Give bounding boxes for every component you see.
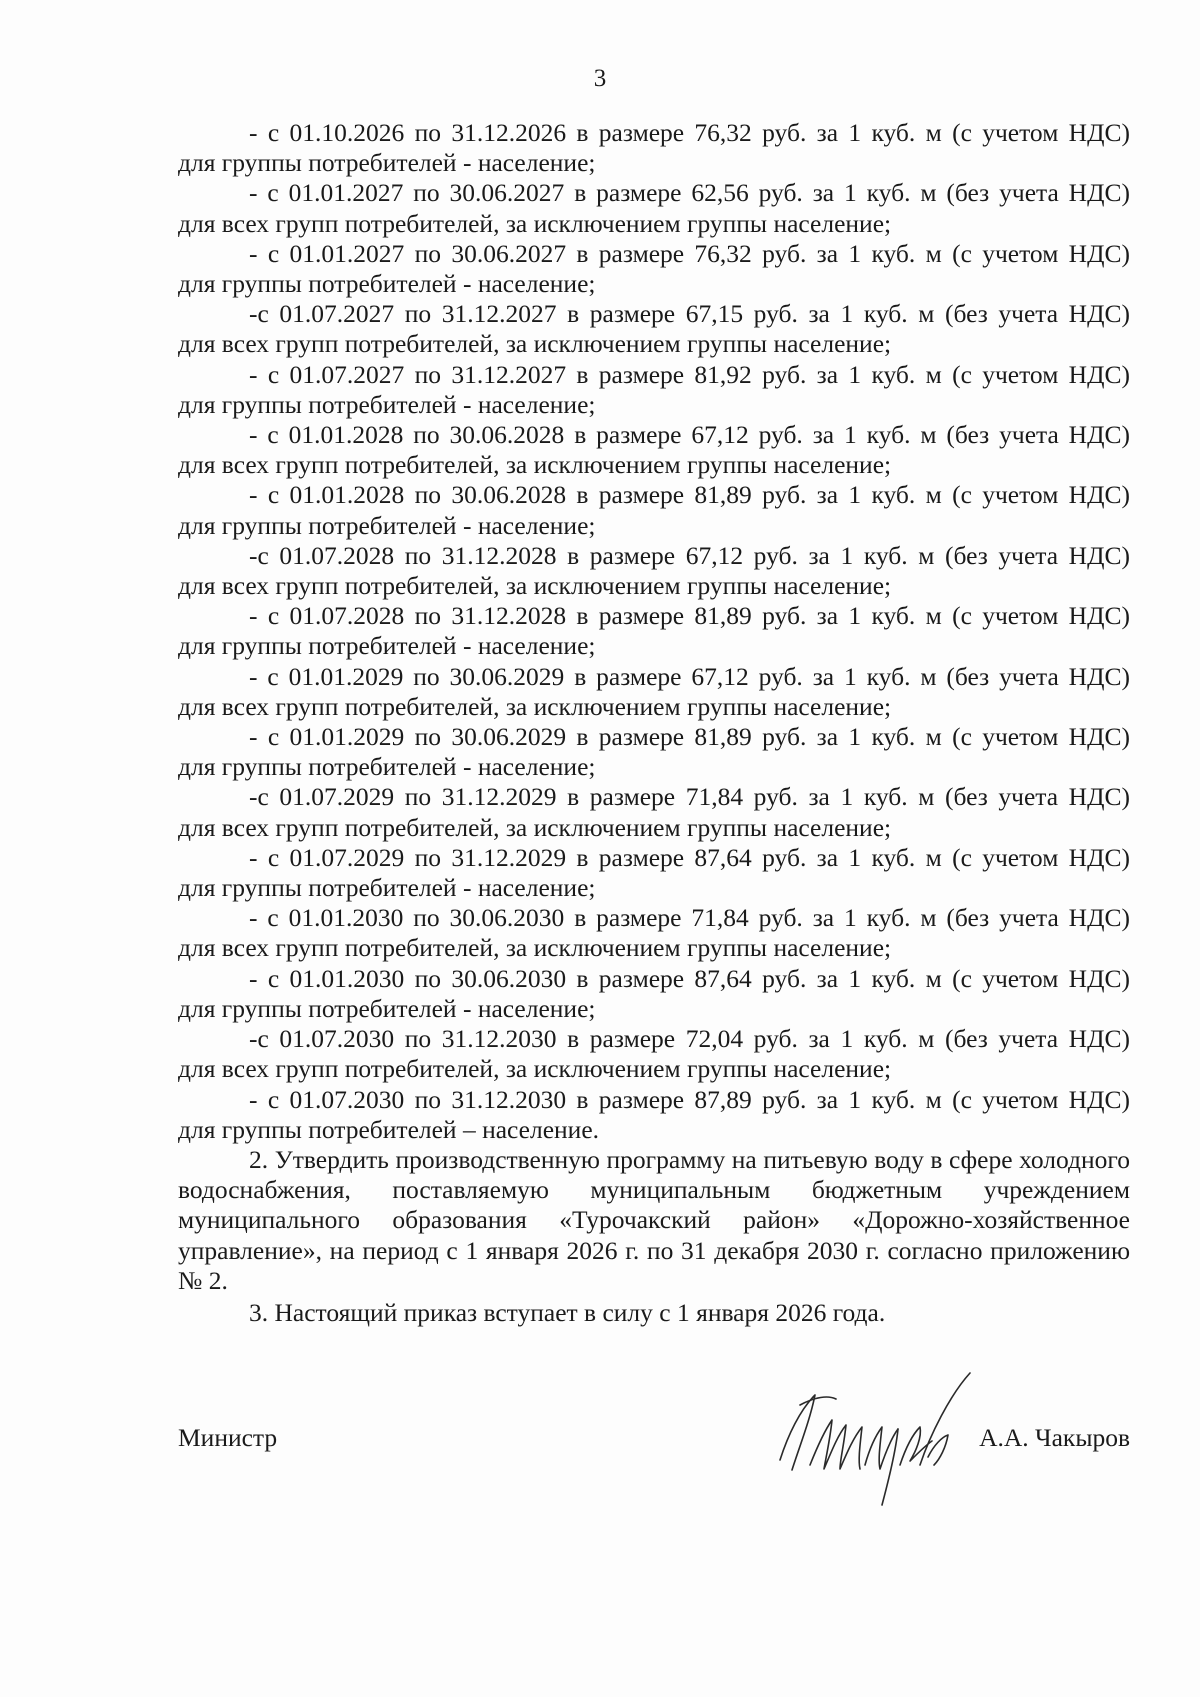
tariff-item-line-2: для группы потребителей - население; [178,873,596,903]
tariff-item [178,118,1130,178]
tariff-item-line-2: для всех групп потребителей, за исключением группы население; [178,933,892,963]
tariff-item [178,360,1130,420]
tariff-item [178,964,1130,1024]
tariff-item [178,1024,1130,1084]
tariff-item [178,178,1130,238]
tariff-item [178,480,1130,540]
signatory-title: Министр [178,1423,278,1452]
tariff-item-line-2: для группы потребителей - население; [178,148,596,178]
tariff-item-line-2: для всех групп потребителей, за исключением группы население; [178,691,892,721]
tariff-item-line-1: - с 01.01.2029 по 30.06.2029 в размере 81,89 руб. за 1 куб. м (с учетом НДС) [249,722,1130,752]
tariff-item [178,1085,1130,1145]
tariff-item-line-1: -с 01.07.2027 по 31.12.2027 в размере 67,15 руб. за 1 куб. м (без учета НДС) [249,299,1130,329]
tariff-item-line-2: для группы потребителей - население; [178,269,596,299]
tariff-item-line-2: для группы потребителей - население; [178,993,596,1023]
tariff-item-line-2: для группы потребителей - население; [178,631,596,661]
tariff-item-line-1: - с 01.07.2029 по 31.12.2029 в размере 87,64 руб. за 1 куб. м (с учетом НДС) [249,842,1130,872]
tariff-item-line-2: для всех групп потребителей, за исключением группы население; [178,450,892,480]
tariff-item-line-2: для всех групп потребителей, за исключением группы население; [178,812,892,842]
tariff-item [178,420,1130,480]
document-body [178,118,1130,1328]
tariff-item-line-1: - с 01.01.2030 по 30.06.2030 в размере 71,84 руб. за 1 куб. м (без учета НДС) [249,903,1130,933]
tariff-item [178,662,1130,722]
tariff-item-line-2: для всех групп потребителей, за исключением группы население; [178,208,892,238]
tariff-item-line-2: для группы потребителей - население; [178,510,596,540]
tariff-item-line-2: для всех групп потребителей, за исключением группы население; [178,1054,892,1084]
tariff-item [178,601,1130,661]
tariff-item-line-2: для группы потребителей – население. [178,1114,600,1144]
tariff-item-line-2: для всех групп потребителей, за исключением группы население; [178,571,892,601]
tariff-item [178,782,1130,842]
tariff-item-line-1: - с 01.01.2028 по 30.06.2028 в размере 81,89 руб. за 1 куб. м (с учетом НДС) [249,480,1130,510]
tariff-item-line-1: - с 01.01.2027 по 30.06.2027 в размере 62,56 руб. за 1 куб. м (без учета НДС) [249,178,1130,208]
tariff-item-line-1: -с 01.07.2028 по 31.12.2028 в размере 67,12 руб. за 1 куб. м (без учета НДС) [249,540,1130,570]
tariff-item [178,903,1130,963]
tariff-item-line-1: - с 01.07.2027 по 31.12.2027 в размере 81,92 руб. за 1 куб. м (с учетом НДС) [249,359,1130,389]
tariff-item-line-1: - с 01.01.2029 по 30.06.2029 в размере 67,12 руб. за 1 куб. м (без учета НДС) [249,661,1130,691]
tariff-item-line-1: -с 01.07.2029 по 31.12.2029 в размере 71,84 руб. за 1 куб. м (без учета НДС) [249,782,1130,812]
tariff-item-line-1: - с 01.07.2030 по 31.12.2030 в размере 87,89 руб. за 1 куб. м (с учетом НДС) [249,1084,1130,1114]
tariff-item [178,299,1130,359]
tariff-item [178,843,1130,903]
signature-block [178,1415,1130,1475]
tariff-item-line-2: для группы потребителей - население; [178,389,596,419]
tariff-item [178,239,1130,299]
tariff-item-line-2: для группы потребителей - население; [178,752,596,782]
paragraph-3: 3. Настоящий приказ вступает в силу с 1 января 2026 года. [249,1297,886,1327]
signatory-name: А.А. Чакыров [979,1423,1130,1452]
tariff-item-line-1: - с 01.01.2027 по 30.06.2027 в размере 76,32 руб. за 1 куб. м (с учетом НДС) [249,238,1130,268]
page-number: 3 [593,65,607,92]
tariff-list [178,118,1130,1145]
tariff-item-line-1: - с 01.01.2028 по 30.06.2028 в размере 67,12 руб. за 1 куб. м (без учета НДС) [249,420,1130,450]
tariff-item-line-1: -с 01.07.2030 по 31.12.2030 в размере 72,04 руб. за 1 куб. м (без учета НДС) [249,1024,1130,1054]
tariff-item-line-1: - с 01.01.2030 по 30.06.2030 в размере 87,64 руб. за 1 куб. м (с учетом НДС) [249,963,1130,993]
tariff-item-line-1: - с 01.07.2028 по 31.12.2028 в размере 81,89 руб. за 1 куб. м (с учетом НДС) [249,601,1130,631]
tariff-item [178,541,1130,601]
tariff-item-line-2: для всех групп потребителей, за исключением группы население; [178,329,892,359]
tariff-item [178,722,1130,782]
paragraph-2: 2. Утвердить производственную программу на питьевую воду в сфере холодного водоснабжения, поставляемую муниципальным бюджетным учреждением муниципального образования «Турочакский район» «Дорожно-хозяйственное управление», на период с 1 января 2026 г. по 31 декабря 2030 г. согласно приложению № 2. [178,1144,1130,1295]
tariff-item-line-1: - с 01.10.2026 по 31.12.2026 в размере 76,32 руб. за 1 куб. м (с учетом НДС) [249,118,1130,147]
